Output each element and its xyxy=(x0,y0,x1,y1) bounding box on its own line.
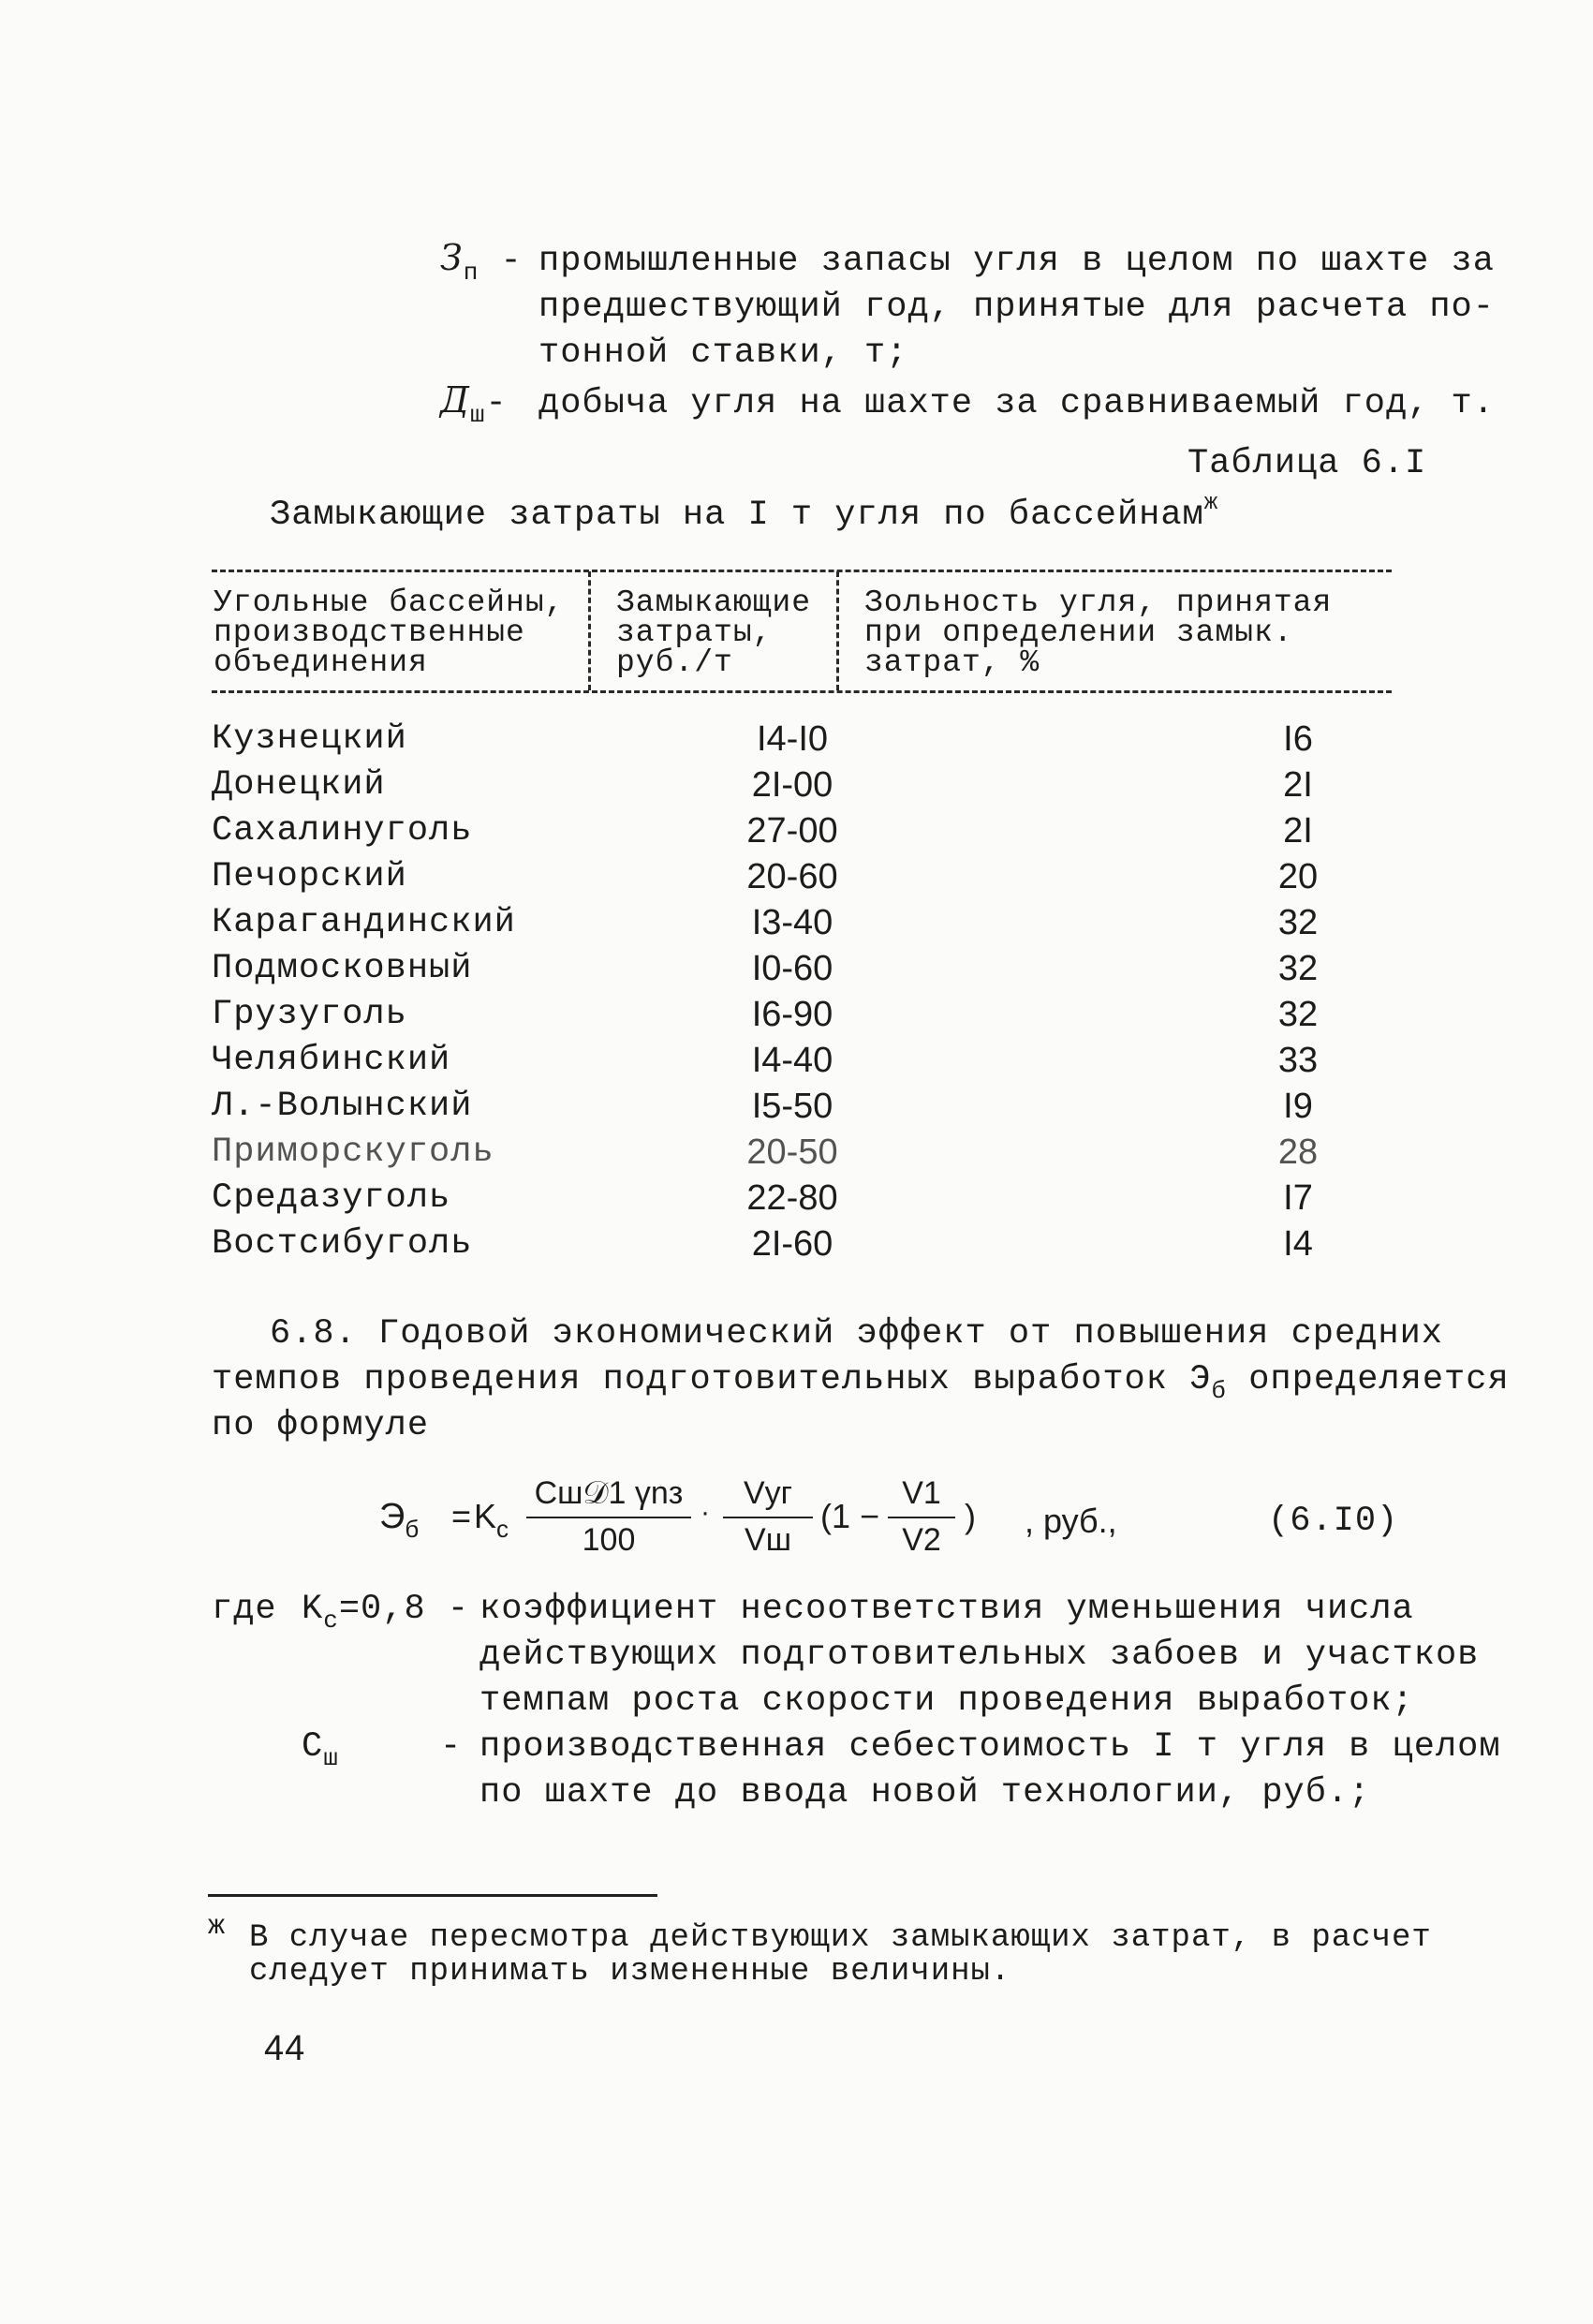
row-cost: 2I-00 xyxy=(751,765,833,805)
row-name: Приморскуголь xyxy=(212,1132,494,1172)
definition-dsh xyxy=(440,379,508,429)
row-name: Л.-Волынский xyxy=(212,1087,473,1126)
row-name: Карагандинский xyxy=(212,903,516,942)
formula-k-sub: c xyxy=(496,1515,509,1543)
formula-denominator-1: 100 xyxy=(582,1522,636,1558)
row-name: Средазуголь xyxy=(212,1178,451,1218)
formula-numerator-1: Cш𝒟1 γnз xyxy=(534,1475,684,1511)
row-ash: 32 xyxy=(1277,949,1319,988)
where-k-sub: c xyxy=(323,1606,339,1635)
row-cost: 20-50 xyxy=(746,1132,838,1172)
row-ash: I7 xyxy=(1283,1178,1313,1218)
symbol-z: З xyxy=(440,237,464,278)
table-header-bottom-rule xyxy=(212,690,1392,693)
paragraph-line-2 xyxy=(212,1360,1510,1405)
symbol-z-sub: п xyxy=(463,259,479,287)
definition-zp-line-1: промышленные запасы угля в целом по шахте за xyxy=(538,242,1495,281)
footnote-mark: ж xyxy=(208,1911,227,1943)
paragraph-line-3: по формуле xyxy=(212,1406,430,1445)
table-title-text: Замыкающие затраты на I т угля по бассейнам xyxy=(270,496,1204,535)
paragraph-line-2-text: темпов проведения подготовительных выработок Э xyxy=(212,1360,1212,1399)
where-c-sub: ш xyxy=(323,1744,339,1772)
where-k-dash: - xyxy=(447,1590,470,1629)
paragraph-line-1: 6.8. Годовой экономический эффект от повышения средних xyxy=(270,1314,1443,1354)
footnote-line-2: следует принимать измененные величины. xyxy=(249,1954,1011,1990)
formula-lhs-sub: б xyxy=(405,1515,420,1543)
row-cost: I6-90 xyxy=(751,995,833,1034)
definition-dsh-line-1: добыча угля на шахте за сравниваемый год, т. xyxy=(538,384,1495,423)
formula-k xyxy=(474,1497,509,1544)
formula-denominator-2: Vш xyxy=(745,1522,791,1558)
row-ash: 20 xyxy=(1277,857,1319,896)
row-cost: 22-80 xyxy=(746,1178,838,1218)
row-ash: I4 xyxy=(1283,1224,1313,1264)
table-row xyxy=(212,1132,1429,1178)
page-number: 44 xyxy=(264,2029,306,2068)
footnote-rule xyxy=(208,1894,657,1897)
row-cost: I3-40 xyxy=(751,903,833,942)
where-k-line-2: действующих подготовительных забоев и участков xyxy=(479,1636,1480,1675)
where-label: где xyxy=(212,1590,277,1629)
where-c-dash: - xyxy=(440,1727,463,1767)
row-cost: I4-40 xyxy=(751,1041,833,1080)
table-number: Таблица 6.I xyxy=(1187,444,1427,483)
row-cost: I4-I0 xyxy=(756,719,829,759)
def-dash: - xyxy=(500,242,523,281)
table-row xyxy=(212,811,1429,857)
table-title-footnote-mark: ж xyxy=(1203,491,1219,516)
row-cost: 2I-60 xyxy=(751,1224,833,1264)
where-c-line-2: по шахте до ввода новой технологии, руб.; xyxy=(479,1773,1371,1813)
row-ash: 2I xyxy=(1283,765,1313,805)
footnote-line-1: В случае пересмотра действующих замыкающих затрат, в расчет xyxy=(249,1920,1432,1956)
symbol-d: Д xyxy=(440,379,470,421)
where-c-line-1: производственная себестоимость I т угля в целом xyxy=(479,1727,1501,1767)
definition-zp-line-2: предшествующий год, принятые для расчета по- xyxy=(538,288,1495,327)
row-ash: 28 xyxy=(1277,1132,1319,1172)
formula-dot: · xyxy=(701,1497,710,1528)
formula-fraction-bar-3 xyxy=(888,1517,955,1518)
table-row xyxy=(212,1041,1429,1087)
formula-unit: , руб., xyxy=(1025,1502,1117,1540)
formula-k-symbol: K xyxy=(474,1497,497,1535)
table-header-col-3: Зольность угля, принятая при определении замык. затрат, % xyxy=(864,585,1333,680)
paragraph-symbol-sub: б xyxy=(1211,1377,1227,1405)
where-c xyxy=(302,1727,339,1772)
row-cost: I0-60 xyxy=(751,949,833,988)
table-row xyxy=(212,1087,1429,1132)
table-row xyxy=(212,995,1429,1041)
table-row xyxy=(212,765,1429,811)
where-k-value: =0,8 xyxy=(338,1590,426,1629)
table-header-col-1: Угольные бассейны, производственные объединения xyxy=(214,585,565,680)
formula-lhs-symbol: Э xyxy=(379,1497,406,1536)
definition-zp xyxy=(440,237,523,287)
table-row xyxy=(212,1178,1429,1224)
table-row xyxy=(212,949,1429,995)
formula-fraction-bar-1 xyxy=(526,1517,691,1518)
formula-lhs xyxy=(379,1497,419,1544)
row-cost: I5-50 xyxy=(751,1087,833,1126)
where-k xyxy=(302,1590,469,1635)
paragraph-line-2-tail: определяется xyxy=(1248,1360,1510,1399)
row-name: Востсибуголь xyxy=(212,1224,473,1264)
where-c-symbol: C xyxy=(302,1727,324,1767)
table-col-divider-1 xyxy=(588,571,591,690)
row-name: Кузнецкий xyxy=(212,719,407,759)
formula-numerator-2: Vуг xyxy=(743,1475,793,1511)
row-cost: 20-60 xyxy=(746,857,838,896)
formula-fraction-bar-2 xyxy=(723,1517,813,1518)
row-name: Печорский xyxy=(212,857,407,896)
definition-zp-line-3: тонной ставки, т; xyxy=(538,333,908,373)
row-ash: I9 xyxy=(1283,1087,1313,1126)
where-k-line-1: коэффициент несоответствия уменьшения числа xyxy=(479,1590,1414,1629)
row-ash: 33 xyxy=(1277,1041,1319,1080)
row-ash: 32 xyxy=(1277,903,1319,942)
table-row xyxy=(212,719,1429,765)
table-top-rule xyxy=(212,570,1392,572)
table-title xyxy=(270,491,1218,535)
where-k-line-3: темпам роста скорости проведения выработок; xyxy=(479,1681,1414,1721)
def-dash: - xyxy=(485,384,508,423)
row-cost: 27-00 xyxy=(746,811,838,851)
row-name: Сахалинуголь xyxy=(212,811,473,851)
row-ash: I6 xyxy=(1283,719,1313,759)
row-name: Грузуголь xyxy=(212,995,407,1034)
row-ash: 2I xyxy=(1283,811,1313,851)
row-name: Челябинский xyxy=(212,1041,451,1080)
row-name: Донецкий xyxy=(212,765,386,805)
table-col-divider-2 xyxy=(836,571,839,690)
where-k-symbol: K xyxy=(302,1590,324,1629)
formula-numerator-3: V1 xyxy=(902,1475,941,1511)
formula-number: (6.I0) xyxy=(1268,1502,1399,1541)
table-header-col-2: Замыкающие затраты, руб./т xyxy=(616,585,812,680)
table-row xyxy=(212,1224,1429,1270)
table-row xyxy=(212,903,1429,949)
formula-bracket-close: ) xyxy=(965,1497,976,1535)
formula-bracket-open: (1 − xyxy=(820,1497,880,1535)
formula-denominator-3: V2 xyxy=(902,1522,941,1558)
table-row xyxy=(212,857,1429,903)
row-name: Подмосковный xyxy=(212,949,473,988)
symbol-d-sub: ш xyxy=(469,401,486,429)
formula-equals: = xyxy=(451,1497,472,1535)
row-ash: 32 xyxy=(1277,995,1319,1034)
